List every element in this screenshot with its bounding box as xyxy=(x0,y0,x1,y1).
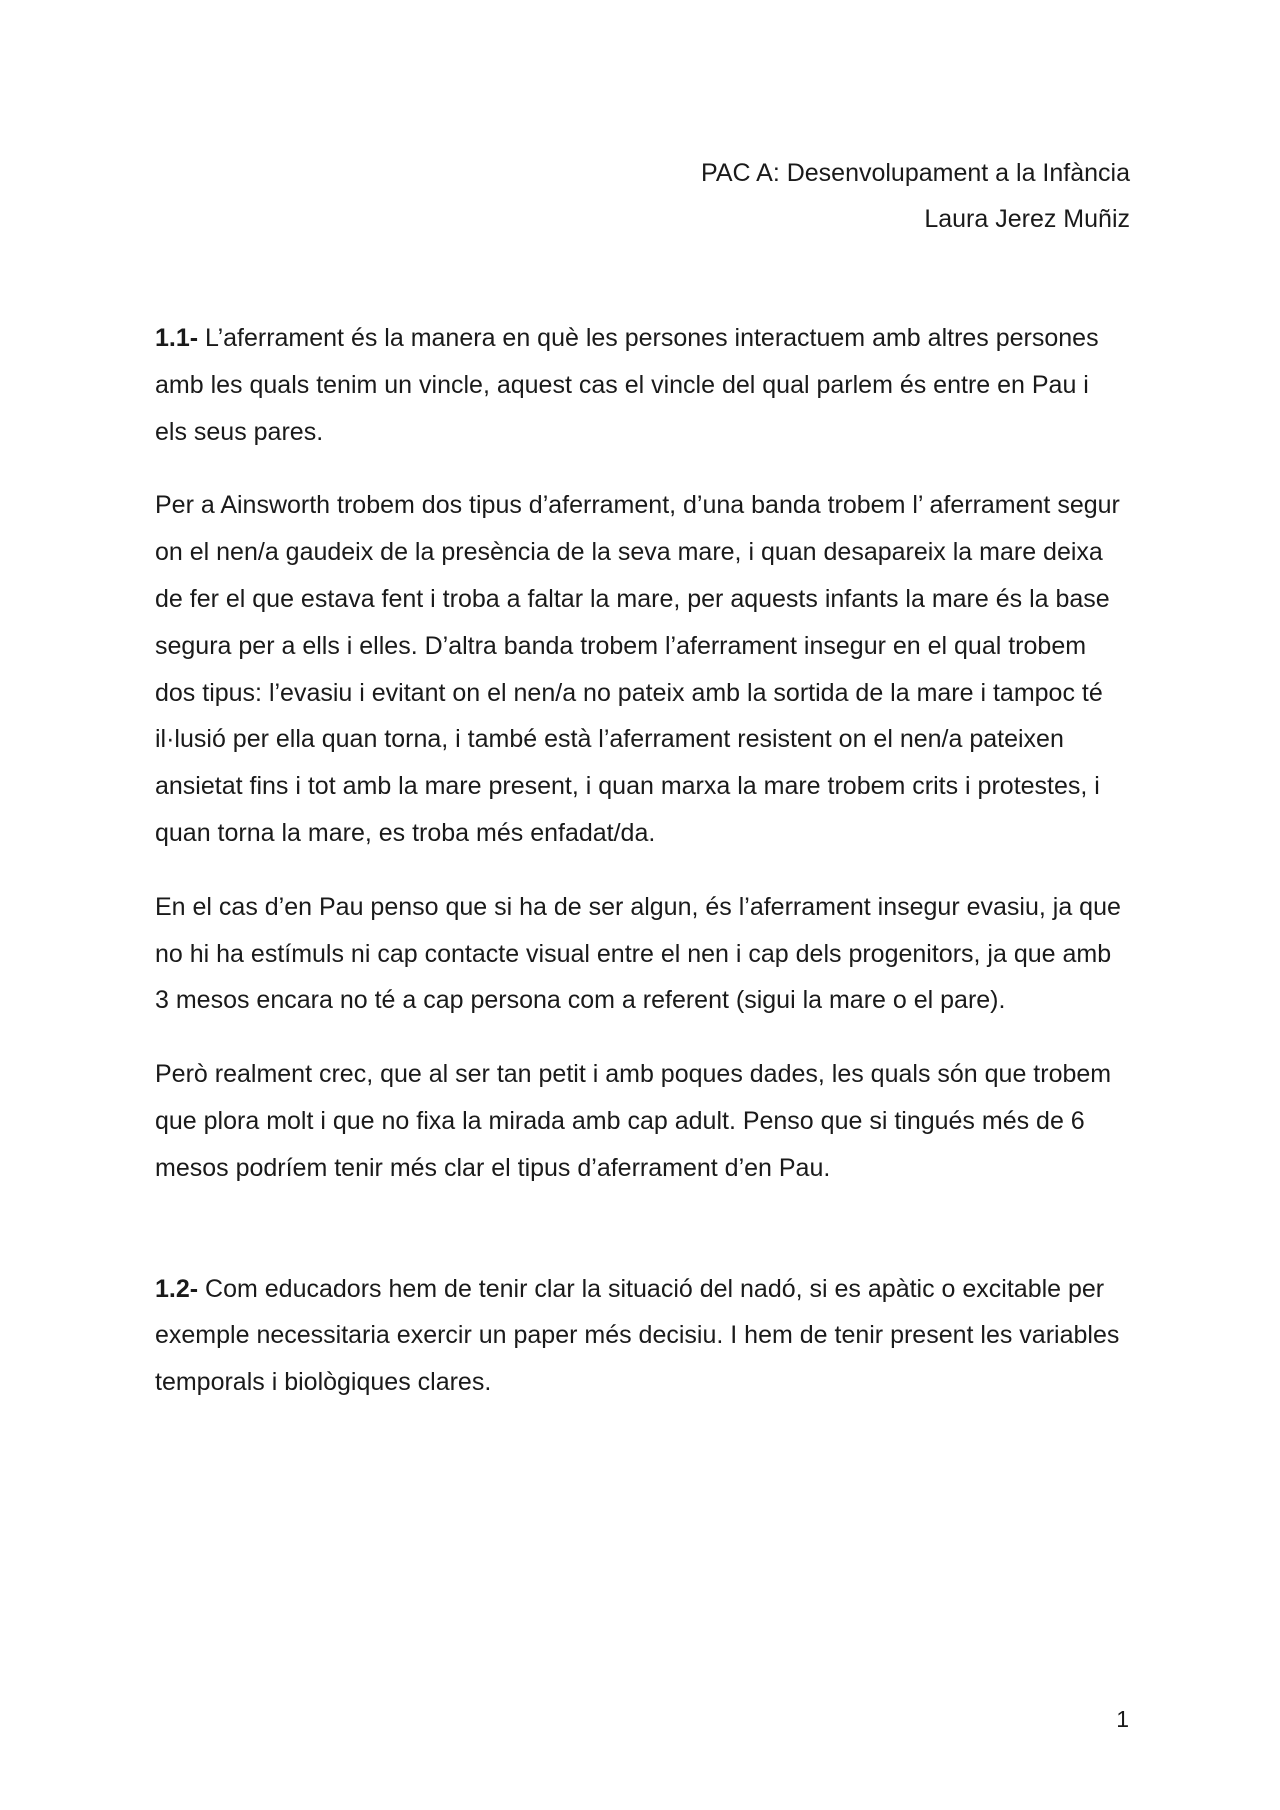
document-header xyxy=(701,150,1130,242)
section-1-2-text: Com educadors hem de tenir clar la situació del nadó, si es apàtic o excitable per exemple necessitaria exercir un paper més decisiu. I hem de tenir present les variables temporals i biològiques clares. xyxy=(155,1274,1120,1397)
section-1-2-label: 1.2- xyxy=(155,1274,199,1303)
page-number: 1 xyxy=(1116,1706,1129,1732)
author-name: Laura Jerez Muñiz xyxy=(924,205,1130,233)
section-1-2-paragraph xyxy=(155,1266,1125,1406)
paragraph-conclusion: Però realment crec, que al ser tan petit i amb poques dades, les quals són que trobem que plora molt i que no fixa la mirada amb cap adult. Penso que si tingués més de 6 mesos podríem tenir més clar el tipus d’aferrament d’en Pau. xyxy=(155,1060,1112,1182)
paragraph-cas-pau: En el cas d’en Pau penso que si ha de ser algun, és l’aferrament insegur evasiu, ja que no hi ha estímuls ni cap contacte visual entre el nen i cap dels progenitors, ja que amb 3 mesos encara no té a cap persona com a referent (sigui la mare o el pare). xyxy=(155,892,1121,1015)
document-title: PAC A: Desenvolupament a la Infància xyxy=(701,159,1130,187)
section-1-1-intro-text: L’aferrament és la manera en què les persones interactuem amb altres persones amb les quals tenim un vincle, aquest cas el vincle del qual parlem és entre en Pau i els seus pares. xyxy=(155,324,1099,446)
section-1-1-paragraph xyxy=(155,315,1125,455)
section-1-1-label: 1.1- xyxy=(155,324,199,352)
paragraph-ainsworth: Per a Ainsworth trobem dos tipus d’aferrament, d’una banda trobem l’ aferrament segur on el nen/a gaudeix de la presència de la seva mare, i quan desapareix la mare deixa de fer el que estava fent i troba a faltar la mare, per aquests infants la mare és la base segura per a ells i elles. D’altra banda trobem l’aferrament insegur en el qual trobem dos tipus: l’evasiu i evitant on el nen/a no pateix amb la sortida de la mare i tampoc té il·lusió per ella quan torna, i també està l’aferrament resistent on el nen/a pateixen ansietat fins i tot amb la mare present, i quan marxa la mare trobem crits i protestes, i quan torna la mare, es troba més enfadat/da. xyxy=(155,491,1120,847)
document-body xyxy=(155,315,1125,1406)
